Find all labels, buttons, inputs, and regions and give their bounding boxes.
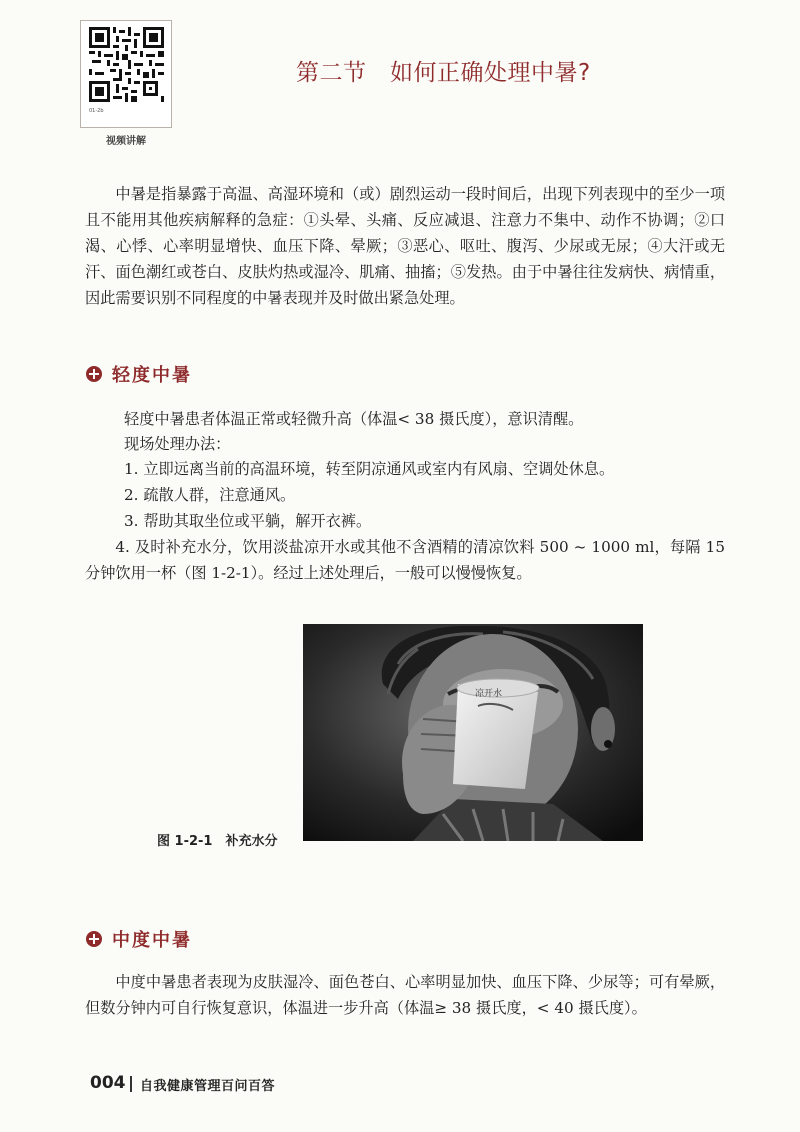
mild-description: 轻度中暑患者体温正常或轻微升高（体温< 38 摄氏度），意识清醒。 (124, 410, 584, 428)
intro-paragraph: 中暑是指暴露于高温、高湿环境和（或）剧烈运动一段时间后，出现下列表现中的至少一项且不能用其他疾病解释的急症：①头晕、头痛、反应减退、注意力不集中、动作不协调；②口渴、心悸、心率明显增快、血压下降、晕厥；③恶心、呕吐、腹泻、少尿或无尿；④大汗或无汗、面色潮红或苍白、皮肤灼热或湿冷、肌痛、抽搐；⑤发热。由于中暑往往发病快、病情重，因此需要识别不同程度的中暑表现并及时做出紧急处理。 (85, 185, 725, 307)
page-number: 004 (90, 1073, 126, 1093)
heading-moderate (86, 926, 192, 952)
heading-mild (86, 361, 192, 387)
mild-step-3: 3. 帮助其取坐位或平躺，解开衣裤。 (124, 512, 372, 530)
heading-mild-label: 轻度中暑 (112, 365, 192, 386)
mild-step-1: 1. 立即远离当前的高温环境，转至阴凉通风或室内有风扇、空调处休息。 (124, 460, 615, 478)
qr-code[interactable] (89, 27, 164, 102)
heading-moderate-label: 中度中暑 (112, 930, 192, 951)
qr-code-id: 01-2b (89, 108, 104, 114)
cup-label: 凉开水 (475, 689, 503, 699)
figure-caption: 图 1-2-1 补充水分 (157, 834, 278, 849)
footer-divider (130, 1076, 132, 1092)
plus-circle-icon (86, 366, 102, 382)
book-title: 自我健康管理百问百答 (140, 1079, 276, 1094)
mild-step-4: 4. 及时补充水分，饮用淡盐凉开水或其他不含酒精的清凉饮料 500 ~ 1000 ml，每隔 15 分钟饮用一杯（图 1-2-1）。经过上述处理后，一般可以慢慢恢复。 (85, 538, 725, 582)
drinking-water-photo (303, 624, 643, 841)
photo-illustration (303, 624, 643, 841)
moderate-description: 中度中暑患者表现为皮肤湿冷、面色苍白、心率明显加快、血压下降、少尿等；可有晕厥，但数分钟内可自行恢复意识，体温进一步升高（体温≥ 38 摄氏度，< 40 摄氏度）。 (85, 973, 725, 1017)
method-label: 现场处理办法： (124, 435, 231, 453)
plus-circle-icon (86, 931, 102, 947)
mild-step-2: 2. 疏散人群，注意通风。 (124, 486, 296, 504)
section-title: 第二节 如何正确处理中暑? (296, 60, 591, 86)
qr-code-frame[interactable] (80, 20, 172, 128)
qr-caption: 视频讲解 (106, 136, 146, 147)
